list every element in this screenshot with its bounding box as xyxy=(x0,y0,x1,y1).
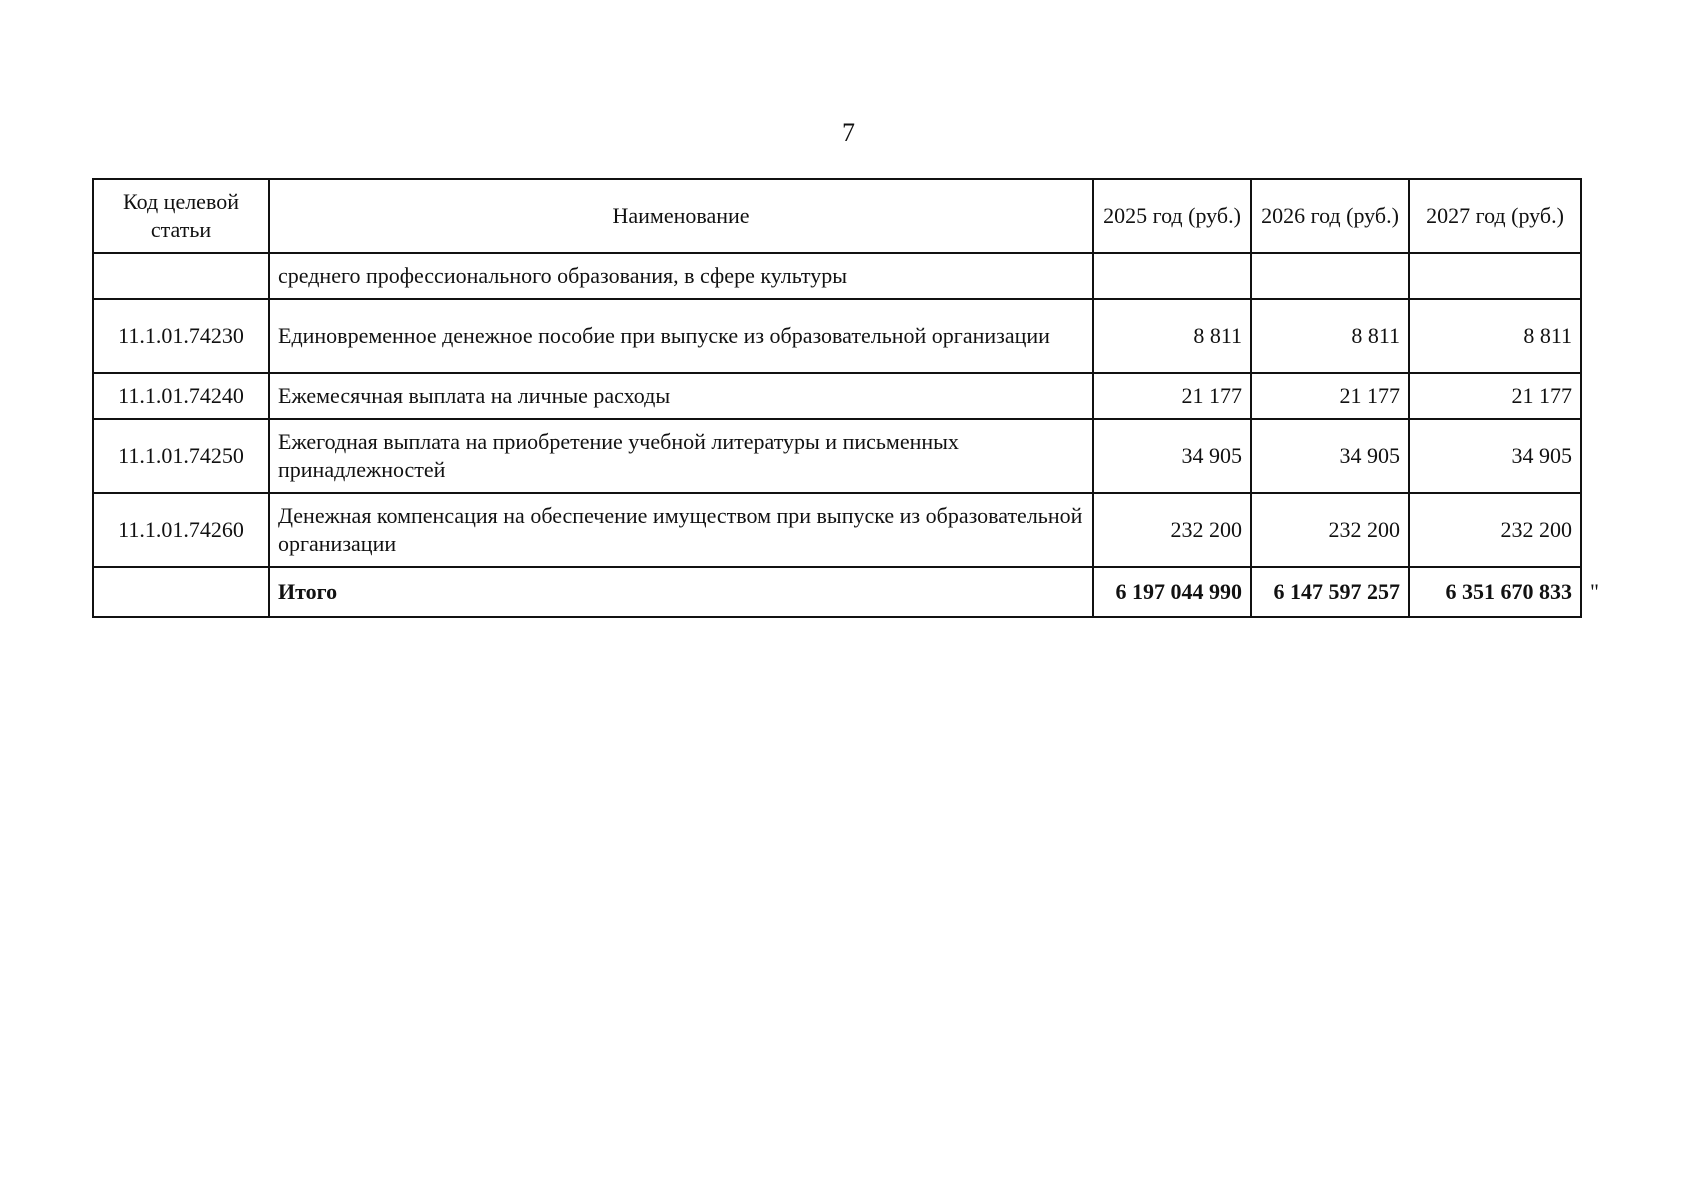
table-row xyxy=(93,493,1581,567)
row-name: Денежная компенсация на обеспечение имуществом при выпуске из образовательной организации xyxy=(269,493,1093,567)
row-name: среднего профессионального образования, в сфере культуры xyxy=(269,253,1093,299)
row-name: Ежегодная выплата на приобретение учебной литературы и письменных принадлежностей xyxy=(269,419,1093,493)
header-name: Наименование xyxy=(269,179,1093,253)
closing-quote: " xyxy=(1590,579,1599,604)
row-value-2025: 232 200 xyxy=(1093,493,1251,567)
row-value-2025: 8 811 xyxy=(1093,299,1251,373)
table-row xyxy=(93,253,1581,299)
row-name: Единовременное денежное пособие при выпуске из образовательной организации xyxy=(269,299,1093,373)
total-2027: 6 351 670 833 xyxy=(1409,567,1581,617)
row-value-2027: 232 200 xyxy=(1409,493,1581,567)
total-code xyxy=(93,567,269,617)
row-value-2026 xyxy=(1251,253,1409,299)
table-row xyxy=(93,299,1581,373)
table-row xyxy=(93,373,1581,419)
row-value-2027: 8 811 xyxy=(1409,299,1581,373)
budget-table xyxy=(92,178,1582,618)
total-row xyxy=(93,567,1581,617)
row-code: 11.1.01.74230 xyxy=(93,299,269,373)
header-2025: 2025 год (руб.) xyxy=(1093,179,1251,253)
total-label: Итого xyxy=(269,567,1093,617)
total-2026: 6 147 597 257 xyxy=(1251,567,1409,617)
row-value-2025: 34 905 xyxy=(1093,419,1251,493)
row-value-2026: 8 811 xyxy=(1251,299,1409,373)
row-value-2027 xyxy=(1409,253,1581,299)
row-value-2025 xyxy=(1093,253,1251,299)
table-header-row xyxy=(93,179,1581,253)
row-code: 11.1.01.74240 xyxy=(93,373,269,419)
row-value-2026: 21 177 xyxy=(1251,373,1409,419)
header-2027: 2027 год (руб.) xyxy=(1409,179,1581,253)
table-row xyxy=(93,419,1581,493)
row-code: 11.1.01.74250 xyxy=(93,419,269,493)
row-code: 11.1.01.74260 xyxy=(93,493,269,567)
header-code: Код целевой статьи xyxy=(93,179,269,253)
total-2025: 6 197 044 990 xyxy=(1093,567,1251,617)
row-value-2026: 34 905 xyxy=(1251,419,1409,493)
row-value-2027: 34 905 xyxy=(1409,419,1581,493)
row-code xyxy=(93,253,269,299)
page-number: 7 xyxy=(842,118,855,147)
row-value-2026: 232 200 xyxy=(1251,493,1409,567)
row-name: Ежемесячная выплата на личные расходы xyxy=(269,373,1093,419)
row-value-2025: 21 177 xyxy=(1093,373,1251,419)
row-value-2027: 21 177 xyxy=(1409,373,1581,419)
header-2026: 2026 год (руб.) xyxy=(1251,179,1409,253)
